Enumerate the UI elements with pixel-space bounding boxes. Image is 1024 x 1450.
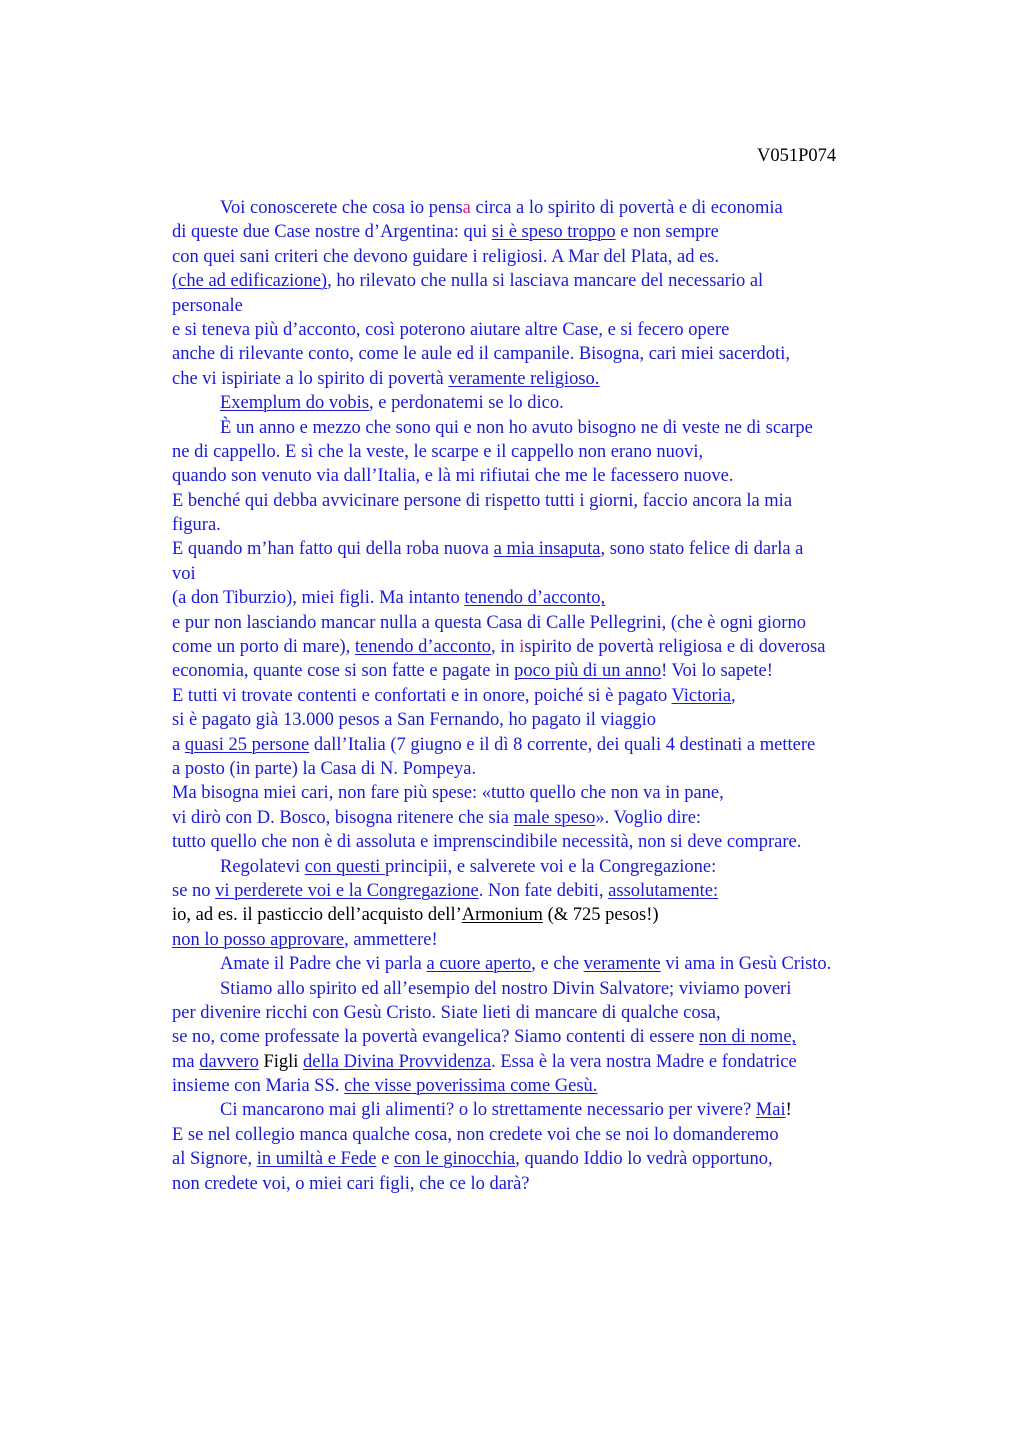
text-segment: economia, quante cose si son fatte e pagate in: [172, 661, 515, 682]
text-line: [172, 1074, 932, 1098]
underlined-phrase: tenendo d’acconto,: [464, 588, 606, 609]
text-segment: . Essa è la vera nostra Madre e fondatrice: [491, 1051, 797, 1072]
text-line: [172, 342, 932, 366]
text-segment: , sono stato felice di darla a: [600, 539, 804, 560]
text-segment: io, ad es. il pasticcio dell’acquisto dell’: [172, 905, 462, 926]
text-line: [172, 269, 932, 293]
text-segment: se no, come professate la povertà evangelica? Siamo contenti di essere: [172, 1027, 700, 1048]
text-segment: e si teneva più d’acconto, così poterono aiutare altre Case, e si fecero opere: [172, 319, 730, 340]
underlined-phrase: della Divina Provvidenza: [303, 1051, 492, 1072]
underlined-phrase: vi perderete voi e la Congregazione: [215, 880, 479, 901]
text-segment: figura.: [172, 515, 221, 536]
text-segment: insieme con Maria SS.: [172, 1076, 345, 1097]
underlined-phrase: con questi: [304, 856, 385, 877]
text-segment: come un porto di mare),: [172, 637, 355, 658]
underlined-phrase: Armonium: [461, 905, 543, 926]
text-line: [172, 562, 932, 586]
letter-body: [172, 196, 932, 1196]
text-line: [172, 635, 932, 659]
text-line: [172, 806, 932, 830]
text-line: [172, 1172, 932, 1196]
text-segment: voi: [172, 563, 196, 584]
text-line: [172, 391, 932, 415]
text-segment: Regolatevi: [220, 856, 305, 877]
text-segment: i: [519, 637, 525, 658]
text-segment: Ma bisogna miei cari, non fare più spese: «tutto quello che non va in pane,: [172, 783, 724, 804]
text-line: [172, 294, 932, 318]
text-line: [172, 416, 932, 440]
underlined-phrase: male speso: [513, 807, 596, 828]
text-segment: a: [172, 734, 185, 755]
text-line: [172, 513, 932, 537]
text-segment: ma: [172, 1051, 200, 1072]
text-line: [172, 684, 932, 708]
text-line: [172, 489, 932, 513]
text-segment: ! Voi lo sapete!: [661, 661, 773, 682]
text-line: [172, 318, 932, 342]
text-segment: , quando Iddio lo vedrà opportuno,: [515, 1149, 773, 1170]
underlined-phrase: a cuore aperto: [426, 954, 532, 975]
underlined-phrase: davvero: [199, 1051, 259, 1072]
text-line: [172, 1123, 932, 1147]
text-segment: Amate il Padre che vi parla: [220, 954, 427, 975]
text-segment: tutto quello che non è di assoluta e imprenscindibile necessità, non si deve comprare.: [172, 832, 802, 853]
text-segment: Figli: [263, 1051, 299, 1072]
underlined-phrase: quasi 25 persone: [184, 734, 310, 755]
text-segment: con quei sani criteri che devono guidare i religiosi. A Mar del Plata, ad es.: [172, 246, 720, 267]
text-line: [172, 1147, 932, 1171]
text-segment: E quando m’han fatto qui della roba nuova: [172, 539, 494, 560]
text-line: [172, 1025, 932, 1049]
text-segment: ne di cappello. E sì che la veste, le scarpe e il cappello non erano nuovi,: [172, 441, 704, 462]
text-line: [172, 830, 932, 854]
text-line: [172, 659, 932, 683]
text-line: [172, 464, 932, 488]
underlined-phrase: Exemplum do vobis: [220, 393, 370, 414]
text-line: [172, 440, 932, 464]
underlined-phrase: Mai: [755, 1100, 786, 1121]
text-line: [172, 781, 932, 805]
underlined-phrase: a mia insaputa: [493, 539, 601, 560]
text-segment: Stiamo allo spirito ed all’esempio del nostro Divin Salvatore; viviamo poveri: [220, 978, 792, 999]
text-segment: se no: [172, 880, 216, 901]
text-segment: (& 725 pesos!): [542, 905, 659, 926]
text-line: [172, 952, 932, 976]
underlined-phrase: (che ad edificazione): [172, 271, 328, 292]
text-line: [172, 537, 932, 561]
text-segment: e non sempre: [615, 222, 719, 243]
text-segment: circa a lo spirito di povertà e di economia: [470, 198, 783, 218]
text-line: [172, 220, 932, 244]
text-segment: E se nel collegio manca qualche cosa, non credete voi che se noi lo domanderemo: [172, 1124, 779, 1145]
text-segment: dall’Italia (7 giugno e il dì 8 corrente, dei quali 4 destinati a mettere: [309, 734, 816, 755]
text-segment: anche di rilevante conto, come le aule ed il campanile. Bisogna, cari miei sacerdoti,: [172, 344, 790, 365]
text-segment: che vi ispiriate a lo spirito di povertà: [172, 368, 449, 389]
text-line: [172, 245, 932, 269]
text-segment: , e che: [531, 954, 584, 975]
text-segment: Ci mancarono mai gli alimenti? o lo strettamente necessario per vivere?: [220, 1100, 756, 1121]
text-segment: personale: [172, 295, 243, 316]
text-segment: , in: [491, 637, 520, 658]
text-line: [172, 1001, 932, 1025]
underlined-phrase: veramente: [583, 954, 661, 975]
text-segment: (a don Tiburzio), miei figli. Ma intanto: [172, 588, 465, 609]
page-identifier: V051P074: [757, 146, 837, 166]
text-segment: E tutti vi trovate contenti e confortati e in onore, poiché si è pagato: [172, 685, 672, 706]
underlined-phrase: poco più di un anno: [514, 661, 662, 682]
text-segment: si è pagato già 13.000 pesos a San Fernando, ho pagato il viaggio: [172, 710, 656, 731]
text-line: [172, 196, 932, 220]
text-segment: ,: [731, 685, 736, 706]
text-segment: quando son venuto via dall’Italia, e là mi rifiutai che me le facessero nuove.: [172, 466, 734, 487]
text-segment: al Signore,: [172, 1149, 257, 1170]
text-segment: !: [785, 1100, 792, 1121]
text-line: [172, 367, 932, 391]
underlined-phrase: assolutamente:: [608, 880, 719, 901]
text-line: [172, 708, 932, 732]
text-line: [172, 586, 932, 610]
text-line: [172, 977, 932, 1001]
text-line: [172, 928, 932, 952]
text-line: [172, 1050, 932, 1074]
text-line: [172, 733, 932, 757]
text-line: [172, 1098, 932, 1122]
text-segment: per divenire ricchi con Gesù Cristo. Siate lieti di mancare di qualche cosa,: [172, 1002, 721, 1023]
underlined-phrase: tenendo d’acconto: [354, 637, 492, 658]
text-segment: . Non fate debiti,: [478, 880, 609, 901]
text-segment: È un anno e mezzo che sono qui e non ho avuto bisogno ne di veste ne di scarpe: [220, 417, 813, 438]
text-segment: vi dirò con D. Bosco, bisogna ritenere che sia: [172, 807, 514, 828]
text-segment: e: [376, 1149, 394, 1170]
text-line: [172, 611, 932, 635]
text-segment: E benché qui debba avvicinare persone di rispetto tutti i giorni, faccio ancora la mia: [172, 490, 793, 511]
underlined-phrase: si è speso troppo: [491, 222, 616, 243]
text-segment: non credete voi, o miei cari figli, che ce lo darà?: [172, 1173, 530, 1194]
underlined-phrase: non lo posso approvare: [172, 929, 345, 950]
text-segment: vi ama in Gesù Cristo.: [660, 954, 832, 975]
underlined-phrase: veramente religioso.: [448, 368, 600, 389]
underlined-phrase: Victoria: [671, 685, 732, 706]
text-segment: a posto (in parte) la Casa di N. Pompeya.: [172, 758, 477, 779]
underlined-phrase: con le ginocchia: [393, 1149, 516, 1170]
text-segment: Voi conoscerete che cosa io pens: [220, 198, 463, 218]
text-segment: , e perdonatemi se lo dico.: [369, 393, 564, 414]
text-segment: e pur non lasciando mancar nulla a questa Casa di Calle Pellegrini, (che è ogni giorno: [172, 612, 806, 633]
text-line: [172, 903, 932, 927]
text-segment: a: [462, 198, 471, 218]
text-segment: ». Voglio dire:: [595, 807, 702, 828]
underlined-phrase: non di nome,: [699, 1027, 797, 1048]
underlined-phrase: che visse poverissima come Gesù.: [344, 1076, 598, 1097]
text-segment: principii, e salverete voi e la Congregazione:: [384, 856, 717, 877]
text-segment: di queste due Case nostre d’Argentina: qui: [172, 222, 492, 243]
text-line: [172, 879, 932, 903]
text-segment: spirito de povertà religiosa e di doverosa: [524, 637, 826, 658]
text-segment: , ammettere!: [344, 929, 438, 950]
text-line: [172, 855, 932, 879]
text-line: [172, 757, 932, 781]
text-segment: , ho rilevato che nulla si lasciava mancare del necessario al: [327, 271, 764, 292]
underlined-phrase: in umiltà e Fede: [256, 1149, 377, 1170]
